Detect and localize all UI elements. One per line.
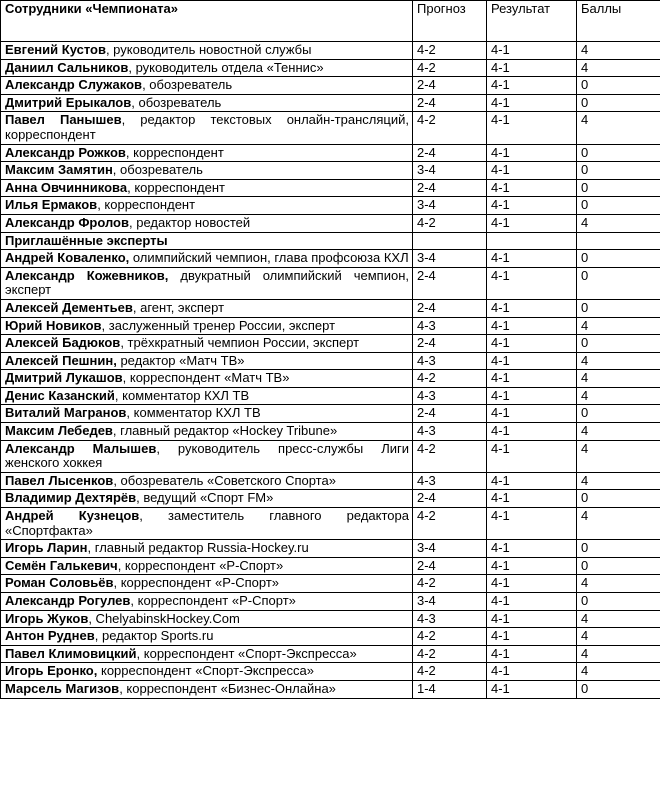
forecast-cell: 3-4 [413,162,487,180]
result-cell: 4-1 [487,472,577,490]
points-cell: 4 [577,423,660,441]
points-cell: 4 [577,352,660,370]
person-name: Александр Кожевников, [5,267,169,283]
table-row [1,628,660,646]
result-cell: 4-1 [487,77,577,95]
points-cell: 4 [577,645,660,663]
forecast-cell: 2-4 [413,267,487,299]
points-cell: 0 [577,490,660,508]
table-row [1,645,660,663]
person-name: Александр Рожков [5,144,126,160]
points-cell: 0 [577,680,660,698]
person-cell [1,197,413,215]
result-cell: 4-1 [487,405,577,423]
person-name: Семён Галькевич [5,557,118,573]
person-role: , корреспондент [97,197,196,213]
points-cell: 0 [577,144,660,162]
table-row [1,59,660,77]
person-role: , редактор текстовых онлайн-трансляций, корреспондент [5,112,409,142]
person-name: Александр Фролов [5,214,129,230]
person-role: , корреспондент «Бизнес-Онлайна» [119,680,336,696]
person-name: Владимир Дехтярёв [5,490,137,506]
table-row [1,490,660,508]
result-cell: 4-1 [487,214,577,232]
person-role: , ведущий «Спорт FM» [136,490,274,506]
table-row [1,94,660,112]
table-row [1,42,660,60]
table-row [1,680,660,698]
person-role: , корреспондент «Р-Спорт» [117,557,284,573]
points-cell: 0 [577,593,660,611]
points-cell: 0 [577,179,660,197]
result-cell: 4-1 [487,540,577,558]
table-row [1,610,660,628]
person-name: Максим Замятин [5,162,113,178]
result-cell: 4-1 [487,197,577,215]
person-name: Дмитрий Лукашов [5,370,123,386]
points-cell: 0 [577,162,660,180]
person-name: Максим Лебедев [5,423,113,439]
forecast-cell: 2-4 [413,490,487,508]
result-cell: 4-1 [487,267,577,299]
table-row [1,663,660,681]
person-name: Павел Панышев [5,112,122,128]
points-cell: 4 [577,214,660,232]
person-role: , обозреватель [112,162,203,178]
person-role: , редактор новостей [129,214,251,230]
person-role: , обозреватель «Советского Спорта» [113,472,336,488]
table-row [1,593,660,611]
result-cell: 4-1 [487,42,577,60]
forecast-cell: 4-2 [413,112,487,144]
person-name: Даниил Сальников [5,59,129,75]
points-cell: 4 [577,370,660,388]
result-cell: 4-1 [487,663,577,681]
forecast-cell: 4-2 [413,59,487,77]
person-name: Алексей Бадюков [5,335,121,351]
forecast-cell: 2-4 [413,94,487,112]
person-name: Андрей Коваленко, [5,250,130,266]
person-role: , агент, эксперт [132,299,225,315]
points-cell: 0 [577,557,660,575]
person-name: Алексей Дементьев [5,299,133,315]
person-name: Павел Лысенков [5,472,114,488]
table-row [1,472,660,490]
person-cell [1,317,413,335]
section-row [1,232,660,250]
table-row [1,423,660,441]
table-row [1,557,660,575]
table-row [1,370,660,388]
result-cell: 4-1 [487,387,577,405]
person-role: , заместитель главного редактора «Спортфакта» [5,508,409,538]
person-name: Анна Овчинникова [5,179,128,195]
result-cell: 4-1 [487,593,577,611]
result-cell: 4-1 [487,250,577,268]
person-name: Роман Соловьёв [5,575,114,591]
points-cell: 0 [577,197,660,215]
result-cell: 4-1 [487,680,577,698]
person-cell [1,593,413,611]
result-cell: 4-1 [487,508,577,540]
table-row [1,179,660,197]
points-cell: 0 [577,540,660,558]
person-role: олимпийский чемпион, глава профсоюза КХЛ [129,250,409,266]
table-row [1,352,660,370]
points-cell: 0 [577,77,660,95]
table-row [1,405,660,423]
person-name: Павел Климовицкий [5,645,137,661]
person-cell [1,77,413,95]
table-row [1,317,660,335]
forecast-cell: 1-4 [413,680,487,698]
result-cell: 4-1 [487,335,577,353]
result-cell: 4-1 [487,370,577,388]
table-row [1,335,660,353]
forecast-cell: 4-2 [413,214,487,232]
empty-cell [577,232,660,250]
table-row [1,77,660,95]
person-cell [1,352,413,370]
table-row [1,112,660,144]
forecast-cell: 2-4 [413,335,487,353]
person-name: Виталий Магранов [5,405,127,421]
result-cell: 4-1 [487,299,577,317]
result-cell: 4-1 [487,317,577,335]
result-cell: 4-1 [487,610,577,628]
person-cell [1,214,413,232]
table-row [1,267,660,299]
forecast-cell: 4-2 [413,508,487,540]
person-cell [1,610,413,628]
points-cell: 4 [577,610,660,628]
person-role: , редактор Sports.ru [94,628,214,644]
points-cell: 0 [577,267,660,299]
person-role: , обозреватель [131,94,222,110]
table-row [1,540,660,558]
person-name: Антон Руднев [5,628,95,644]
person-cell [1,59,413,77]
person-cell [1,335,413,353]
points-cell: 0 [577,299,660,317]
points-cell: 0 [577,405,660,423]
table-row [1,299,660,317]
person-role: , руководитель пресс-службы Лиги женского хоккея [5,440,409,471]
person-name: Александр Рогулев [5,593,131,608]
person-cell [1,645,413,663]
person-cell [1,250,413,268]
person-cell [1,144,413,162]
person-cell [1,680,413,698]
points-cell: 0 [577,250,660,268]
person-cell [1,575,413,593]
header-row [1,1,660,42]
person-role: , руководитель новостной службы [105,42,312,57]
person-cell [1,423,413,441]
points-cell: 4 [577,575,660,593]
person-cell [1,540,413,558]
person-role: редактор «Матч ТВ» [116,352,245,368]
person-name: Юрий Новиков [5,317,102,333]
table-row [1,508,660,540]
person-cell [1,162,413,180]
forecast-cell: 3-4 [413,540,487,558]
points-cell: 4 [577,59,660,77]
points-cell: 0 [577,94,660,112]
forecast-cell: 4-3 [413,352,487,370]
points-cell: 0 [577,335,660,353]
person-name: Илья Ермаков [5,197,98,213]
person-cell [1,179,413,197]
person-cell [1,405,413,423]
header-result: Результат [487,1,577,42]
person-name: Дмитрий Ерыкалов [5,94,132,110]
result-cell: 4-1 [487,112,577,144]
person-role: , главный редактор «Hockey Tribune» [112,423,338,439]
person-name: Игорь Жуков [5,610,89,626]
person-cell [1,112,413,144]
person-role: , заслуженный тренер России, эксперт [101,317,336,333]
points-cell: 4 [577,440,660,472]
person-cell [1,94,413,112]
person-role: , руководитель отдела «Теннис» [128,59,324,75]
person-role: , корреспондент [125,144,224,160]
person-cell [1,628,413,646]
person-cell [1,490,413,508]
person-cell [1,299,413,317]
forecast-cell: 4-2 [413,440,487,472]
person-role: , комментатор КХЛ ТВ [114,387,250,403]
forecast-cell: 2-4 [413,77,487,95]
person-cell [1,42,413,60]
person-role: , корреспондент «Р-Спорт» [130,593,296,608]
result-cell: 4-1 [487,575,577,593]
person-cell [1,557,413,575]
result-cell: 4-1 [487,94,577,112]
forecast-cell: 4-2 [413,663,487,681]
person-name: Игорь Еронко, [5,663,98,679]
table-row [1,214,660,232]
forecast-cell: 4-2 [413,645,487,663]
person-cell [1,663,413,681]
person-role: , корреспондент «Матч ТВ» [122,370,290,386]
person-name: Денис Казанский [5,387,115,403]
person-cell [1,440,413,472]
table-row [1,387,660,405]
forecast-cell: 2-4 [413,144,487,162]
forecast-cell: 2-4 [413,405,487,423]
forecast-cell: 4-3 [413,472,487,490]
points-cell: 4 [577,317,660,335]
result-cell: 4-1 [487,179,577,197]
person-role: корреспондент «Спорт-Экспресса» [97,663,315,679]
points-cell: 4 [577,663,660,681]
header-points: Баллы [577,1,660,42]
person-name: Андрей Кузнецов [5,508,140,524]
person-cell [1,508,413,540]
result-cell: 4-1 [487,490,577,508]
points-cell: 4 [577,112,660,144]
result-cell: 4-1 [487,628,577,646]
person-cell [1,387,413,405]
header-name: Сотрудники «Чемпионата» [1,1,413,42]
person-role: , корреспондент «Р-Спорт» [113,575,280,591]
forecast-cell: 4-2 [413,575,487,593]
person-role: , комментатор КХЛ ТВ [126,405,261,421]
result-cell: 4-1 [487,352,577,370]
points-cell: 4 [577,508,660,540]
points-cell: 4 [577,472,660,490]
table-row [1,144,660,162]
person-name: Александр Малышев [5,440,157,456]
empty-cell [413,232,487,250]
forecast-cell: 3-4 [413,593,487,611]
person-cell [1,370,413,388]
forecast-cell: 4-2 [413,628,487,646]
person-role: , корреспондент «Спорт-Экспресса» [136,645,357,661]
result-cell: 4-1 [487,162,577,180]
forecast-cell: 4-3 [413,423,487,441]
person-name: Марсель Магизов [5,680,120,696]
section-title: Приглашённые эксперты [1,232,413,250]
person-name: Евгений Кустов [5,42,106,57]
forecast-cell: 4-2 [413,42,487,60]
table-row [1,162,660,180]
forecast-cell: 4-3 [413,610,487,628]
person-name: Алексей Пешнин, [5,352,117,368]
points-cell: 4 [577,387,660,405]
table-row [1,440,660,472]
forecast-cell: 3-4 [413,197,487,215]
forecast-cell: 2-4 [413,299,487,317]
result-cell: 4-1 [487,423,577,441]
table-row [1,197,660,215]
person-cell [1,267,413,299]
person-name: Александр Служаков [5,77,143,93]
table-row [1,575,660,593]
person-role: , трёхкратный чемпион России, эксперт [120,335,360,351]
result-cell: 4-1 [487,144,577,162]
person-role: , главный редактор Russia-Hockey.ru [87,540,309,556]
forecast-cell: 4-2 [413,370,487,388]
forecast-cell: 2-4 [413,557,487,575]
points-cell: 4 [577,42,660,60]
empty-cell [487,232,577,250]
forecast-cell: 3-4 [413,250,487,268]
header-forecast: Прогноз [413,1,487,42]
forecast-cell: 4-3 [413,317,487,335]
result-cell: 4-1 [487,59,577,77]
person-cell [1,472,413,490]
result-cell: 4-1 [487,440,577,472]
result-cell: 4-1 [487,645,577,663]
forecast-cell: 4-3 [413,387,487,405]
table-body [1,42,660,699]
person-name: Игорь Ларин [5,540,88,556]
person-role: , ChelyabinskHockey.Com [88,610,240,626]
person-role: двукратный олимпийский чемпион, эксперт [5,267,409,298]
result-cell: 4-1 [487,557,577,575]
table-row [1,250,660,268]
forecast-cell: 2-4 [413,179,487,197]
person-role: , корреспондент [127,179,225,195]
points-cell: 4 [577,628,660,646]
person-role: , обозреватель [142,77,233,93]
